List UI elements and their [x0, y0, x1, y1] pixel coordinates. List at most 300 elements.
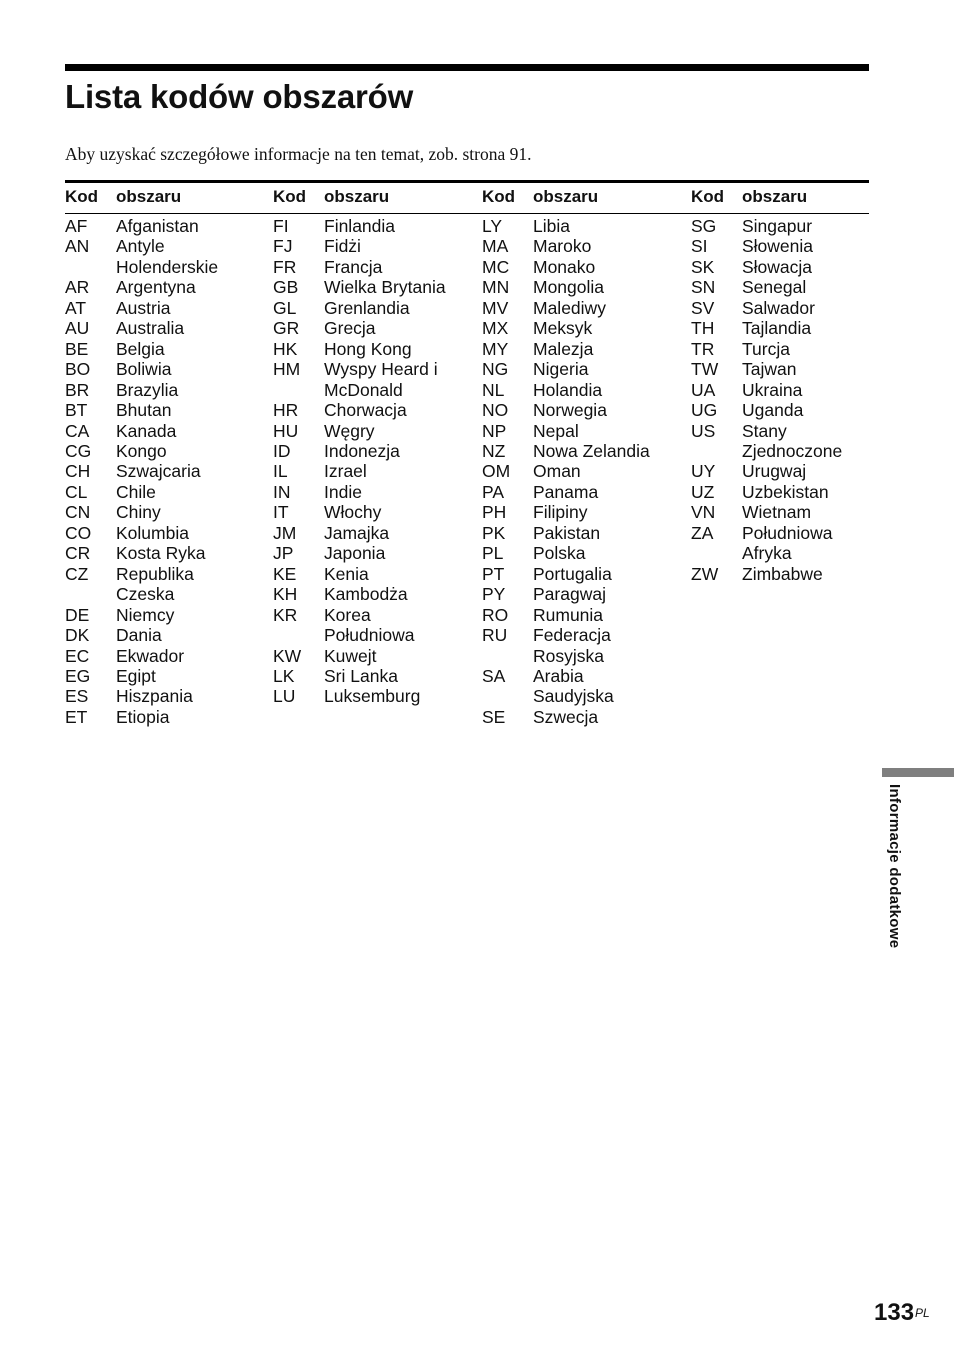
table-row: [65, 359, 218, 379]
region-name: Zimbabwe: [742, 563, 823, 584]
table-row: [65, 564, 218, 584]
page-language-suffix: PL: [915, 1306, 930, 1320]
region-code: UY: [691, 461, 716, 482]
table-row: [691, 380, 842, 400]
table-row: [273, 625, 446, 645]
table-row: [691, 318, 842, 338]
region-name: Bhutan: [116, 400, 172, 421]
region-name: Słowenia: [742, 236, 814, 257]
region-code: CR: [65, 543, 91, 564]
table-row: [65, 461, 218, 481]
page-number-value: 133: [874, 1299, 915, 1326]
region-name: Korea: [324, 604, 371, 625]
region-code: FI: [273, 216, 289, 236]
region-name: Chiny: [116, 502, 161, 523]
table-row: [691, 400, 842, 420]
table-row: [273, 359, 446, 379]
header-code: Kod: [482, 187, 516, 206]
region-code: KH: [273, 584, 298, 605]
region-name: Brazylia: [116, 379, 179, 400]
region-name: Szwajcaria: [116, 461, 201, 482]
table-row: [65, 502, 218, 522]
table-row: [273, 441, 446, 461]
region-name: Belgia: [116, 338, 165, 359]
region-name: Włochy: [324, 502, 382, 523]
region-name: Kuwejt: [324, 645, 377, 666]
table-row: [691, 298, 842, 318]
region-code: IT: [273, 502, 289, 523]
region-name: Stany: [742, 420, 787, 441]
table-row: [482, 707, 650, 727]
table-row: [482, 400, 650, 420]
region-name: Słowacja: [742, 256, 813, 277]
region-code: ID: [273, 440, 291, 461]
column-header: [273, 184, 446, 210]
region-code: RU: [482, 625, 508, 646]
table-row: [273, 605, 446, 625]
code-list: [273, 216, 446, 707]
code-column-3: [482, 184, 650, 727]
region-code: IN: [273, 481, 291, 502]
side-tab-label: Informacje dodatkowe: [886, 784, 903, 949]
region-code: CG: [65, 440, 92, 461]
region-code: SK: [691, 256, 715, 277]
region-code: FJ: [273, 236, 293, 257]
region-name: Urugwaj: [742, 461, 807, 482]
region-name: Węgry: [324, 420, 375, 441]
region-code: CO: [65, 522, 92, 543]
region-name: Federacja: [533, 625, 611, 646]
region-name: Szwecja: [533, 706, 599, 727]
region-code: NP: [482, 420, 507, 441]
header-name: obszaru: [533, 187, 599, 206]
table-row: [65, 277, 218, 297]
region-code: SV: [691, 297, 715, 318]
region-name: Austria: [116, 297, 171, 318]
region-name: Niemcy: [116, 604, 175, 625]
region-name: Hiszpania: [116, 686, 193, 707]
table-row: [65, 298, 218, 318]
table-row: [273, 543, 446, 563]
region-code: [65, 584, 116, 604]
table-row: [482, 646, 650, 666]
table-row: [273, 584, 446, 604]
region-name: Tajlandia: [742, 318, 812, 339]
table-row: [482, 584, 650, 604]
region-name: Grenlandia: [324, 297, 410, 318]
table-row: [65, 318, 218, 338]
region-name: Panama: [533, 481, 599, 502]
region-code: [273, 625, 324, 645]
table-row: [65, 543, 218, 563]
region-code: TR: [691, 338, 715, 359]
region-code: DE: [65, 604, 90, 625]
region-code: JM: [273, 522, 297, 543]
region-name: Afryka: [742, 543, 792, 564]
region-name: Monako: [533, 256, 596, 277]
column-header: [691, 184, 842, 210]
table-row: [691, 543, 842, 563]
table-row: [691, 277, 842, 297]
table-row: [273, 523, 446, 543]
region-code: TH: [691, 318, 715, 339]
table-row: [273, 482, 446, 502]
region-code: EC: [65, 645, 90, 666]
table-row: [691, 421, 842, 441]
region-code: MA: [482, 236, 509, 257]
region-code: SA: [482, 665, 506, 686]
region-name: Rosyjska: [533, 645, 604, 666]
region-name: Chile: [116, 481, 156, 502]
table-row: [273, 502, 446, 522]
region-code: ET: [65, 706, 88, 727]
region-code: [65, 257, 116, 277]
table-row: [691, 523, 842, 543]
table-row: [482, 482, 650, 502]
region-code: GL: [273, 297, 297, 318]
region-name: Ekwador: [116, 645, 185, 666]
table-row: [482, 339, 650, 359]
region-name: Izrael: [324, 461, 367, 482]
table-row: [65, 482, 218, 502]
table-row: [691, 564, 842, 584]
region-code: ZA: [691, 522, 714, 543]
table-top-rule: [65, 180, 869, 183]
region-code: NZ: [482, 440, 506, 461]
region-name: Francja: [324, 256, 383, 277]
region-name: Jamajka: [324, 522, 390, 543]
region-code: PT: [482, 563, 505, 584]
table-row: [65, 584, 218, 604]
header-name: obszaru: [742, 187, 808, 206]
region-code: PY: [482, 584, 506, 605]
header-code: Kod: [691, 187, 725, 206]
table-row: [482, 686, 650, 706]
region-code: MC: [482, 256, 510, 277]
page-number: [874, 1298, 930, 1328]
intro-text: Aby uzyskać szczegółowe informacje na ten temat, zob. strona 91.: [65, 144, 532, 164]
region-code: NO: [482, 400, 509, 421]
region-code: MX: [482, 318, 509, 339]
table-row: [65, 646, 218, 666]
region-code: BT: [65, 400, 88, 421]
table-row: [273, 564, 446, 584]
table-row: [273, 686, 446, 706]
region-code: [482, 646, 533, 666]
header-code: Kod: [273, 187, 307, 206]
region-code: CH: [65, 461, 91, 482]
region-name: Kanada: [116, 420, 177, 441]
region-code: CA: [65, 420, 90, 441]
table-row: [65, 400, 218, 420]
region-name: Malediwy: [533, 297, 606, 318]
region-name: Finlandia: [324, 216, 396, 236]
table-row: [65, 605, 218, 625]
region-name: Uganda: [742, 400, 804, 421]
column-header: [65, 184, 218, 210]
region-name: Wyspy Heard i: [324, 359, 438, 380]
table-row: [65, 441, 218, 461]
region-name: Kolumbia: [116, 522, 189, 543]
table-row: [65, 257, 218, 277]
top-rule: [65, 64, 869, 71]
table-row: [482, 236, 650, 256]
table-row: [482, 523, 650, 543]
region-name: Ukraina: [742, 379, 803, 400]
region-name: Paragwaj: [533, 584, 606, 605]
region-code: KR: [273, 604, 298, 625]
region-code: LU: [273, 686, 296, 707]
region-code: US: [691, 420, 716, 441]
table-row: [273, 318, 446, 338]
region-code: AF: [65, 216, 88, 236]
table-row: [482, 298, 650, 318]
region-name: Kenia: [324, 563, 369, 584]
table-row: [482, 441, 650, 461]
region-name: Polska: [533, 543, 586, 564]
region-code: OM: [482, 461, 511, 482]
region-code: [691, 441, 742, 461]
region-code: MY: [482, 338, 509, 359]
region-code: CN: [65, 502, 91, 523]
region-name: Salwador: [742, 297, 815, 318]
region-name: Fidżi: [324, 236, 361, 257]
region-code: PL: [482, 543, 504, 564]
table-row: [273, 216, 446, 236]
region-name: Australia: [116, 318, 185, 339]
region-name: Egipt: [116, 665, 156, 686]
region-name: Luksemburg: [324, 686, 421, 707]
region-name: Turcja: [742, 338, 790, 359]
region-name: Norwegia: [533, 400, 607, 421]
table-row: [273, 380, 446, 400]
region-code: BE: [65, 338, 89, 359]
region-name: Rumunia: [533, 604, 604, 625]
region-code: FR: [273, 256, 297, 277]
region-name: Holenderskie: [116, 256, 219, 277]
region-name: Wietnam: [742, 502, 812, 523]
region-code: IL: [273, 461, 288, 482]
region-name: Dania: [116, 625, 162, 646]
region-name: Republika: [116, 563, 194, 584]
region-name: Kambodża: [324, 584, 408, 605]
region-code: HU: [273, 420, 299, 441]
region-code: ES: [65, 686, 89, 707]
region-code: KW: [273, 645, 302, 666]
region-code: CL: [65, 481, 88, 502]
table-row: [273, 298, 446, 318]
table-row: [482, 605, 650, 625]
header-name: obszaru: [116, 187, 182, 206]
region-code: BO: [65, 359, 91, 380]
table-row: [65, 625, 218, 645]
code-column-1: [65, 184, 218, 727]
region-name: Sri Lanka: [324, 665, 398, 686]
region-code: UG: [691, 400, 718, 421]
region-code: UZ: [691, 481, 715, 502]
region-name: Maroko: [533, 236, 592, 257]
region-name: Indie: [324, 481, 362, 502]
table-row: [691, 236, 842, 256]
region-code: RO: [482, 604, 509, 625]
table-row: [273, 400, 446, 420]
region-code: AU: [65, 318, 90, 339]
table-row: [691, 359, 842, 379]
region-code: JP: [273, 543, 294, 564]
table-row: [482, 461, 650, 481]
header-name: obszaru: [324, 187, 390, 206]
table-row: [691, 441, 842, 461]
table-row: [691, 482, 842, 502]
region-name: Zjednoczone: [742, 440, 843, 461]
side-tab-bar: [882, 768, 954, 777]
region-code: LK: [273, 665, 295, 686]
region-name: Malezja: [533, 338, 594, 359]
region-name: Nepal: [533, 420, 579, 441]
region-name: Holandia: [533, 379, 603, 400]
region-name: Grecja: [324, 318, 376, 339]
region-name: Saudyjska: [533, 686, 614, 707]
region-name: Chorwacja: [324, 400, 407, 421]
code-list: [691, 216, 842, 584]
region-code: GR: [273, 318, 300, 339]
region-name: Meksyk: [533, 318, 593, 339]
table-row: [691, 216, 842, 236]
region-name: Mongolia: [533, 277, 605, 298]
table-row: [273, 461, 446, 481]
table-row: [482, 421, 650, 441]
table-row: [65, 380, 218, 400]
region-name: Antyle: [116, 236, 165, 257]
region-code: PA: [482, 481, 505, 502]
region-name: Singapur: [742, 216, 813, 236]
region-code: MN: [482, 277, 510, 298]
table-row: [482, 318, 650, 338]
region-code: [273, 380, 324, 400]
header-code: Kod: [65, 187, 99, 206]
region-code: LY: [482, 216, 503, 236]
region-code: CZ: [65, 563, 89, 584]
code-column-4: [691, 184, 842, 584]
page-title: Lista kodów obszarów: [65, 78, 414, 115]
region-name: Oman: [533, 461, 581, 482]
region-code: SE: [482, 706, 506, 727]
region-code: [691, 543, 742, 563]
table-row: [482, 564, 650, 584]
region-code: NG: [482, 359, 509, 380]
table-row: [273, 257, 446, 277]
region-name: Południowa: [324, 625, 415, 646]
region-name: Nowa Zelandia: [533, 440, 650, 461]
table-row: [273, 421, 446, 441]
region-name: Indonezja: [324, 440, 400, 461]
table-row: [482, 625, 650, 645]
table-row: [273, 236, 446, 256]
table-row: [65, 686, 218, 706]
table-row: [482, 502, 650, 522]
code-list: [482, 216, 650, 727]
region-name: Pakistan: [533, 522, 601, 543]
region-code: NL: [482, 379, 505, 400]
table-row: [65, 523, 218, 543]
region-name: Etiopia: [116, 706, 170, 727]
table-row: [482, 359, 650, 379]
region-name: Wielka Brytania: [324, 277, 446, 298]
region-code: HM: [273, 359, 301, 380]
region-code: PH: [482, 502, 507, 523]
table-row: [482, 277, 650, 297]
region-name: Kongo: [116, 440, 167, 461]
table-row: [482, 543, 650, 563]
table-row: [482, 257, 650, 277]
region-code: DK: [65, 625, 90, 646]
region-name: Senegal: [742, 277, 807, 298]
region-code: EG: [65, 665, 91, 686]
table-row: [65, 339, 218, 359]
region-name: Portugalia: [533, 563, 612, 584]
region-code: TW: [691, 359, 719, 380]
region-code: VN: [691, 502, 716, 523]
region-code: BR: [65, 379, 90, 400]
table-row: [482, 380, 650, 400]
region-code: HR: [273, 400, 299, 421]
table-row: [273, 339, 446, 359]
region-code: SN: [691, 277, 716, 298]
region-code: SG: [691, 216, 717, 236]
table-row: [691, 461, 842, 481]
region-name: Hong Kong: [324, 338, 412, 359]
region-code: ZW: [691, 563, 719, 584]
region-code: MV: [482, 297, 509, 318]
code-column-2: [273, 184, 446, 707]
region-name: Afganistan: [116, 216, 199, 236]
region-name: Tajwan: [742, 359, 797, 380]
region-name: McDonald: [324, 379, 403, 400]
region-name: Libia: [533, 216, 570, 236]
region-name: Kosta Ryka: [116, 543, 206, 564]
region-code: [482, 686, 533, 706]
region-name: Filipiny: [533, 502, 588, 523]
region-name: Japonia: [324, 543, 386, 564]
table-row: [65, 666, 218, 686]
table-row: [65, 216, 218, 236]
region-name: Czeska: [116, 584, 175, 605]
table-row: [691, 257, 842, 277]
region-name: Południowa: [742, 522, 833, 543]
region-code: UA: [691, 379, 716, 400]
table-row: [482, 666, 650, 686]
table-row: [65, 707, 218, 727]
table-row: [65, 421, 218, 441]
table-row: [691, 502, 842, 522]
table-row: [482, 216, 650, 236]
region-name: Boliwia: [116, 359, 172, 380]
region-code: KE: [273, 563, 297, 584]
table-row: [273, 277, 446, 297]
table-row: [65, 236, 218, 256]
region-name: Uzbekistan: [742, 481, 829, 502]
region-code: AT: [65, 297, 87, 318]
table-row: [273, 666, 446, 686]
table-row: [691, 339, 842, 359]
region-code: PK: [482, 522, 506, 543]
table-row: [273, 646, 446, 666]
region-name: Argentyna: [116, 277, 196, 298]
region-code: SI: [691, 236, 708, 257]
region-name: Arabia: [533, 665, 584, 686]
region-code: AN: [65, 236, 90, 257]
region-code: HK: [273, 338, 298, 359]
